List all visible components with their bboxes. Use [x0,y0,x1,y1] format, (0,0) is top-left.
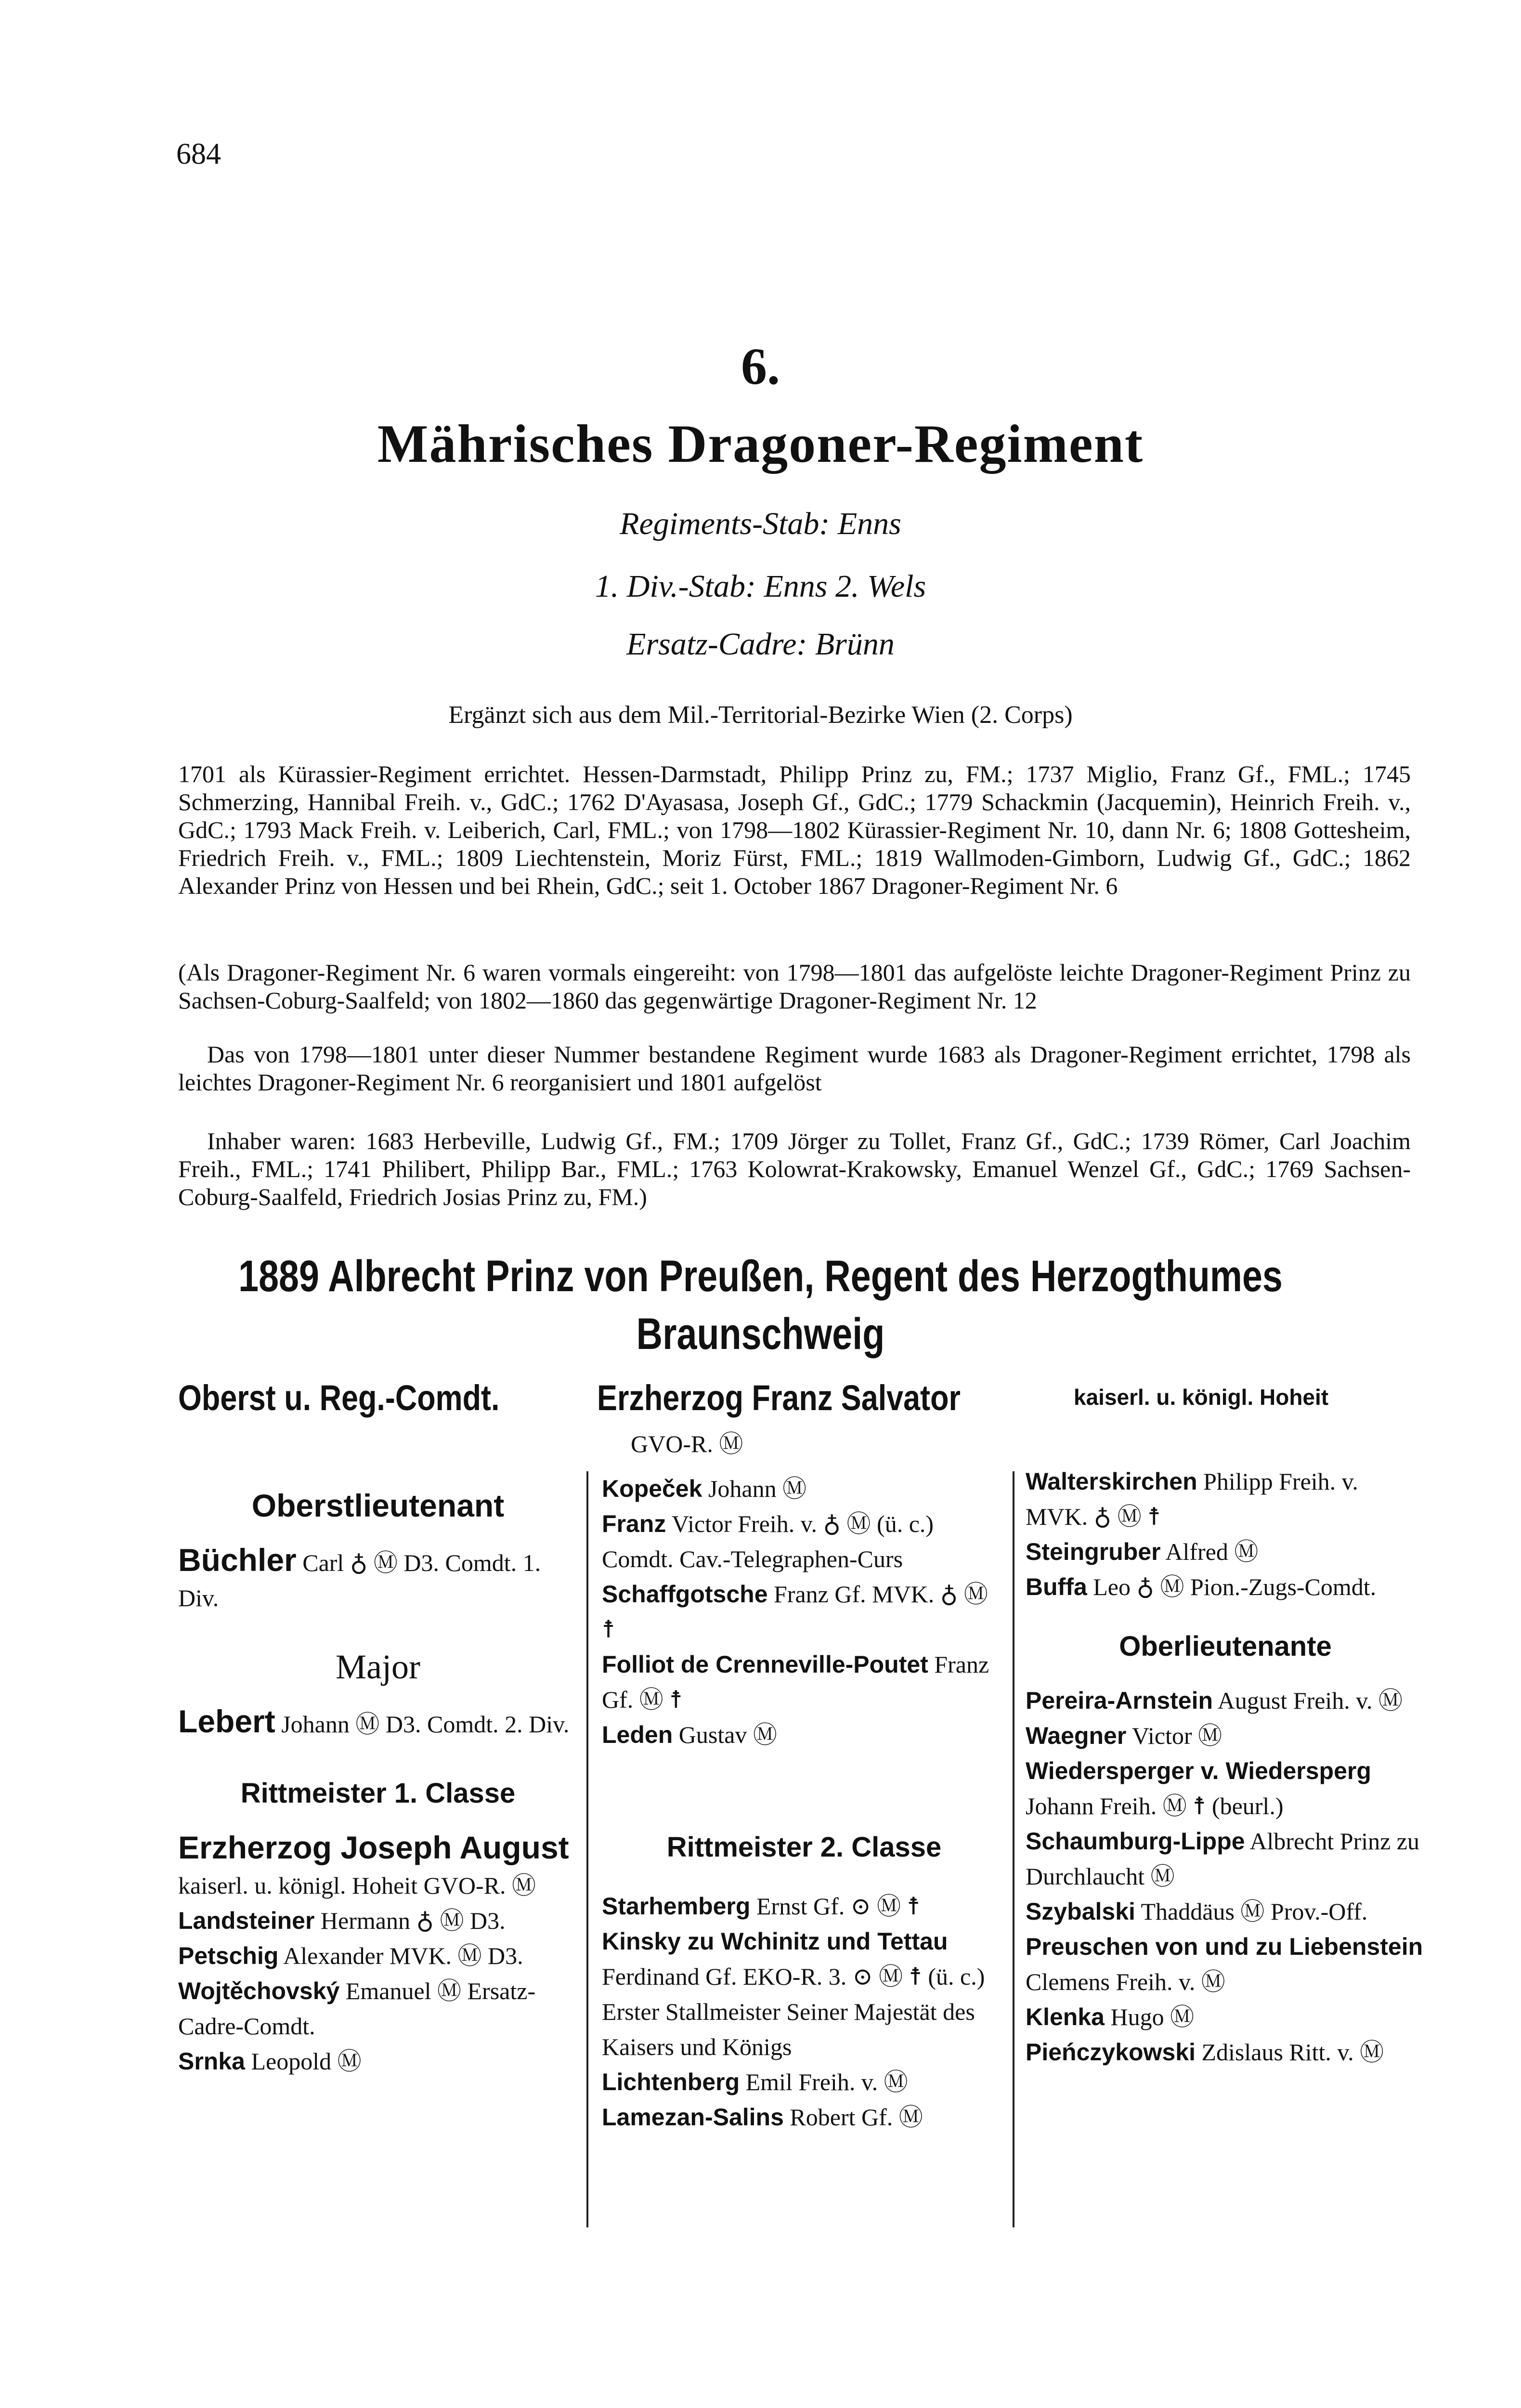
list-item [178,1938,578,1974]
officer-name: Kopeček [602,1475,702,1502]
list-item [1026,2035,1425,2070]
list-item [1026,1929,1425,2000]
officer-name: Folliot de Crenneville-Poutet [602,1651,928,1678]
major-heading: Major [336,1648,420,1686]
list-item [602,2100,1006,2135]
list-item [1026,1534,1425,1570]
oberst-decorations: GVO-R. Ⓜ [631,1430,743,1457]
officer-details: Ferdinand Gf. EKO-R. 3. ⊙ Ⓜ ☨ (ü. c.) Erster Stallmeister Seiner Majestät des Kaisers und Königs [602,1963,985,2060]
list-item [178,1543,578,1616]
list-item [178,1704,578,1742]
history-paragraph-4: Inhaber waren: 1683 Herbeville, Ludwig Gf., FM.; 1709 Jörger zu Tollet, Franz Gf., GdC.; 1739 Römer, Carl Joachim Freih., FML.; 1741 Philibert, Philipp Bar., FML.; 1763 Kolowrat-Krakowsky, Emanuel Wenzel Gf., GdC.; 1769 Sachsen-Coburg-Saalfeld, Friedrich Josias Prinz zu, FM.) [178,1127,1411,1210]
history-paragraph-2: (Als Dragoner-Regiment Nr. 6 waren vormals eingereiht: von 1798—1801 das aufgelöste leichte Dragoner-Regiment Prinz zu Sachsen-Coburg-Saalfeld; von 1802—1860 das gegenwärtige Dragoner-Regiment Nr. 12 [178,959,1411,1014]
column-divider-1 [586,1471,588,2227]
list-item [602,1717,1006,1753]
rittmeister-2-heading: Rittmeister 2. Classe [666,1832,942,1863]
officer-name: Waegner [1026,1722,1127,1749]
ersatz-cadre: Ersatz-Cadre: Brünn [626,627,895,662]
oberst-name: Erzherzog Franz Salvator [597,1378,961,1418]
list-item [178,1830,578,1903]
list-item [602,2065,1006,2100]
officer-details: Gustav Ⓜ [678,1721,777,1748]
officer-details: Alfred Ⓜ [1165,1538,1259,1565]
officer-details: Philipp Freih. v. MVK. ♁ Ⓜ ☨ [1026,1468,1358,1530]
list-item [178,1974,578,2044]
officer-details: Clemens Freih. v. Ⓜ [1026,1968,1225,1995]
officer-details: Johann Freih. Ⓜ ☨ (beurl.) [1026,1793,1284,1819]
officer-name: Pieńczykowski [1026,2039,1196,2066]
column-1 [178,1488,578,2079]
officer-details: Ernst Gf. ⊙ Ⓜ ☨ [756,1893,920,1920]
officer-name: Erzherzog Joseph August [178,1830,569,1865]
list-item [602,1506,1006,1577]
oberst-label: Oberst u. Reg.-Comdt. [178,1378,500,1418]
column-divider-2 [1013,1471,1014,2227]
oberlieutenante-heading: Oberlieutenante [1119,1631,1332,1662]
list-item [1026,1718,1425,1754]
list-item [1026,1754,1425,1824]
officer-name: Wiedersperger v. Wiedersperg [1026,1757,1371,1784]
list-item [178,2044,578,2079]
list-item [1026,1683,1425,1718]
officer-details: Johann Ⓜ D3. Comdt. 2. Div. [281,1711,570,1738]
rittmeister-1-heading: Rittmeister 1. Classe [240,1778,516,1809]
officer-name: Wojtěchovský [178,1977,340,2004]
officer-details: Emil Freih. v. Ⓜ [745,2068,908,2095]
officer-name: Schaffgotsche [602,1581,768,1608]
officer-name: Steingruber [1026,1538,1161,1565]
officer-name: Schaumburg-Lippe [1026,1828,1245,1855]
officer-name: Franz [602,1510,666,1537]
list-item [602,1924,1006,2065]
list-item [178,1903,578,1938]
officer-details: Zdislaus Ritt. v. Ⓜ [1201,2039,1384,2066]
history-paragraph-3: Das von 1798—1801 unter dieser Nummer bestandene Regiment wurde 1683 als Dragoner-Regiment errichtet, 1798 als leichtes Dragoner-Regiment Nr. 6 reorganisiert und 1801 aufgelöst [178,1041,1411,1096]
officer-details: Alexander MVK. Ⓜ D3. [283,1942,523,1969]
list-item [1026,1824,1425,1894]
officer-name: Büchler [178,1542,297,1578]
inhaber-heading: 1889 Albrecht Prinz von Preußen, Regent des Herzogthumes Braunschweig [238,1252,1283,1359]
officer-name: Petschig [178,1942,279,1969]
officer-name: Preuschen von und zu Liebenstein [1026,1933,1423,1960]
officer-details: August Freih. v. Ⓜ [1217,1687,1403,1714]
officer-name: Klenka [1026,2003,1105,2030]
list-item [1026,1894,1425,1929]
regiment-number: 6. [741,338,780,395]
column-3 [1026,1464,1425,2070]
ergaenzung-line: Ergänzt sich aus dem Mil.-Territorial-Bezirke Wien (2. Corps) [448,701,1073,729]
division-stab: 1. Div.-Stab: Enns 2. Wels [595,569,926,604]
officer-name: Lichtenberg [602,2068,740,2095]
list-item [1026,2000,1425,2035]
regiment-title: Mährisches Dragoner-Regiment [377,414,1144,474]
list-item [602,1577,1006,1647]
officer-name: Srnka [178,2048,245,2075]
officer-name: Kinsky zu Wchinitz und Tettau [602,1928,948,1955]
oberstleutnant-heading: Oberstlieutenant [251,1488,505,1523]
officer-details: Franz Gf. Ⓜ ☨ [602,1651,989,1713]
list-item [1026,1464,1425,1534]
list-item [602,1889,1006,1924]
officer-details: Robert Gf. Ⓜ [790,2104,923,2131]
officer-details: Victor Freih. v. ♁ Ⓜ (ü. c.) Comdt. Cav.-Telegraphen-Curs [602,1510,934,1572]
officer-name: Lebert [178,1703,275,1739]
officer-name: Landsteiner [178,1907,315,1934]
officer-details: Hugo Ⓜ [1110,2003,1195,2030]
officer-details: Hermann ♁ Ⓜ D3. [320,1907,506,1934]
list-item [1026,1570,1425,1605]
regiments-stab: Regiments-Stab: Enns [620,506,901,541]
officer-details: Victor Ⓜ [1131,1722,1222,1749]
page-number: 684 [176,138,221,170]
column-2 [602,1471,1006,2135]
officer-details: Emanuel Ⓜ Ersatz-Cadre-Comdt. [178,1977,536,2040]
history-paragraph-1: 1701 als Kürassier-Regiment errichtet. Hessen-Darmstadt, Philipp Prinz zu, FM.; 1737 Miglio, Franz Gf., FML.; 1745 Schmerzing, Hannibal Freih. v., GdC.; 1762 D'Ayasasa, Joseph Gf., GdC.; 1779 Schackmin (Jacquemin), Heinrich Freih. v., GdC.; 1793 Mack Freih. v. Leiberich, Carl, FML.; von 1798—1802 Kürassier-Regiment Nr. 10, dann Nr. 6; 1808 Gottesheim, Friedrich Freih. v., FML.; 1809 Liechtenstein, Moriz Fürst, FML.; 1819 Wallmoden-Gimborn, Ludwig Gf., GdC.; 1862 Alexander Prinz von Hessen und bei Rhein, GdC.; seit 1. October 1867 Dragoner-Regiment Nr. 6 [178,760,1411,899]
officer-name: Lamezan-Salins [602,2104,784,2131]
officer-name: Szybalski [1026,1898,1135,1925]
officer-name: Buffa [1026,1573,1087,1600]
officer-details: Johann Ⓜ [708,1475,807,1502]
officer-name: Starhemberg [602,1893,751,1920]
officer-details: Leo ♁ Ⓜ Pion.-Zugs-Comdt. [1093,1573,1377,1600]
officer-details: Leopold Ⓜ [251,2048,362,2075]
officer-details: kaiserl. u. königl. Hoheit GVO-R. Ⓜ [178,1872,536,1899]
officer-name: Walterskirchen [1026,1468,1197,1495]
officer-details: Thaddäus Ⓜ Prov.-Off. [1141,1898,1368,1925]
officer-name: Pereira-Arnstein [1026,1687,1213,1714]
officer-details: Franz Gf. MVK. ♁ Ⓜ ☨ [602,1581,988,1643]
officer-name: Leden [602,1721,673,1748]
officer-details: Carl ♁ Ⓜ D3. Comdt. 1. Div. [178,1549,541,1611]
list-item [602,1647,1006,1717]
officer-details: Albrecht Prinz zu Durchlaucht Ⓜ [1026,1828,1419,1890]
list-item [602,1471,1006,1506]
oberst-title: kaiserl. u. königl. Hoheit [1074,1385,1329,1410]
